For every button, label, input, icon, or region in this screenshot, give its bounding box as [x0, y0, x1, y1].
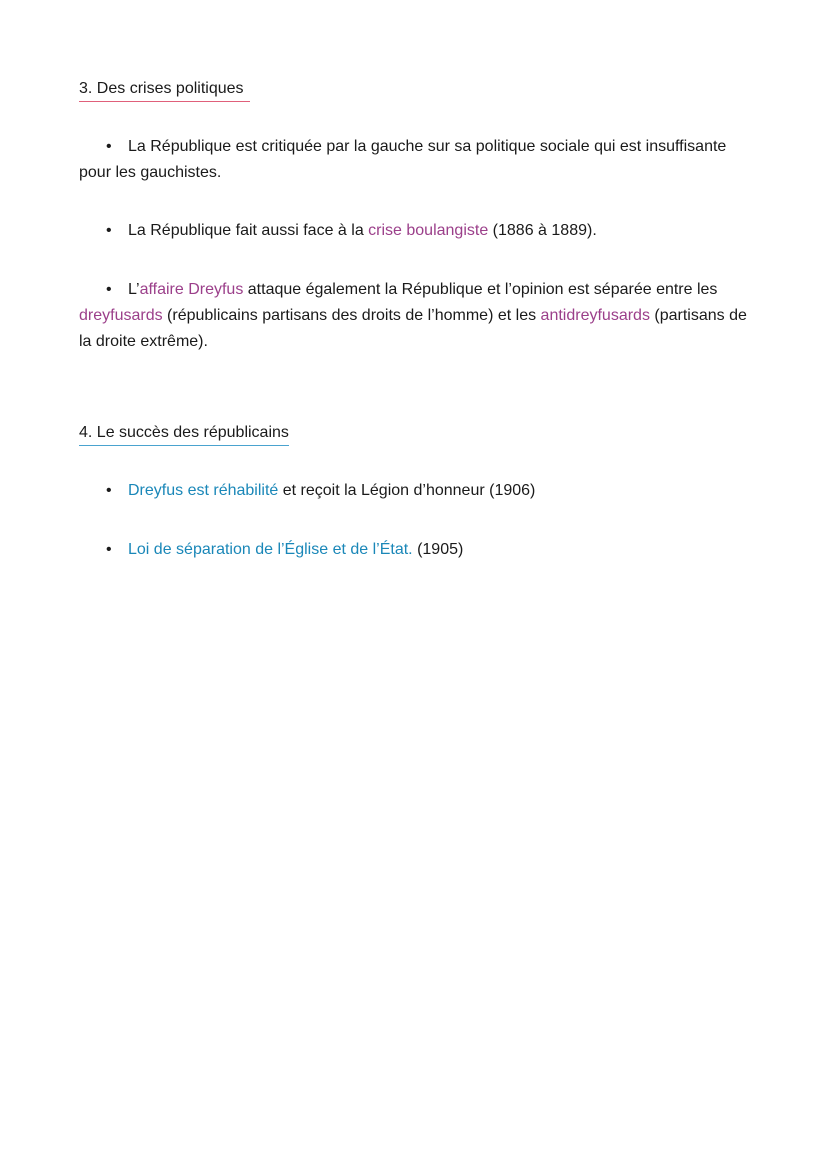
bullet: •	[106, 541, 112, 558]
item-text: (partisans de la droite extrême).	[79, 307, 747, 350]
item-text: La République est critiquée par la gauche sur sa politique sociale qui est insuffisante pour les gauchistes.	[79, 138, 727, 181]
section-3-item-1	[79, 134, 759, 186]
item-text: (1905)	[412, 541, 464, 558]
highlight-loi-separation: Loi de séparation de l’Église et de l’État.	[128, 541, 413, 558]
bullet: •	[106, 138, 112, 155]
highlight-antidreyfusards: antidreyfusards	[540, 307, 650, 324]
item-text: L’	[128, 281, 140, 298]
item-text: La République fait aussi face à la	[128, 222, 369, 239]
bullet: •	[106, 222, 112, 239]
highlight-affaire-dreyfus: affaire Dreyfus	[139, 281, 244, 298]
item-text: (1886 à 1889).	[488, 222, 597, 239]
section-3-heading: 3. Des crises politiques	[79, 79, 250, 102]
section-4-item-1	[79, 478, 759, 504]
highlight-crise-boulangiste: crise boulangiste	[368, 222, 489, 239]
item-text: (républicains partisans des droits de l’homme) et les	[162, 307, 541, 324]
section-3-item-3	[79, 277, 759, 355]
bullet: •	[106, 281, 112, 298]
highlight-dreyfusards: dreyfusards	[79, 307, 163, 324]
section-4-heading: 4. Le succès des républicains	[79, 423, 289, 446]
bullet: •	[106, 482, 112, 499]
item-text: et reçoit la Légion d’honneur (1906)	[278, 482, 536, 499]
section-3-item-2	[79, 218, 759, 244]
item-text: attaque également la République et l’opinion est séparée entre les	[243, 281, 718, 298]
highlight-dreyfus-rehabilite: Dreyfus est réhabilité	[128, 482, 279, 499]
section-4-item-2	[79, 537, 759, 563]
